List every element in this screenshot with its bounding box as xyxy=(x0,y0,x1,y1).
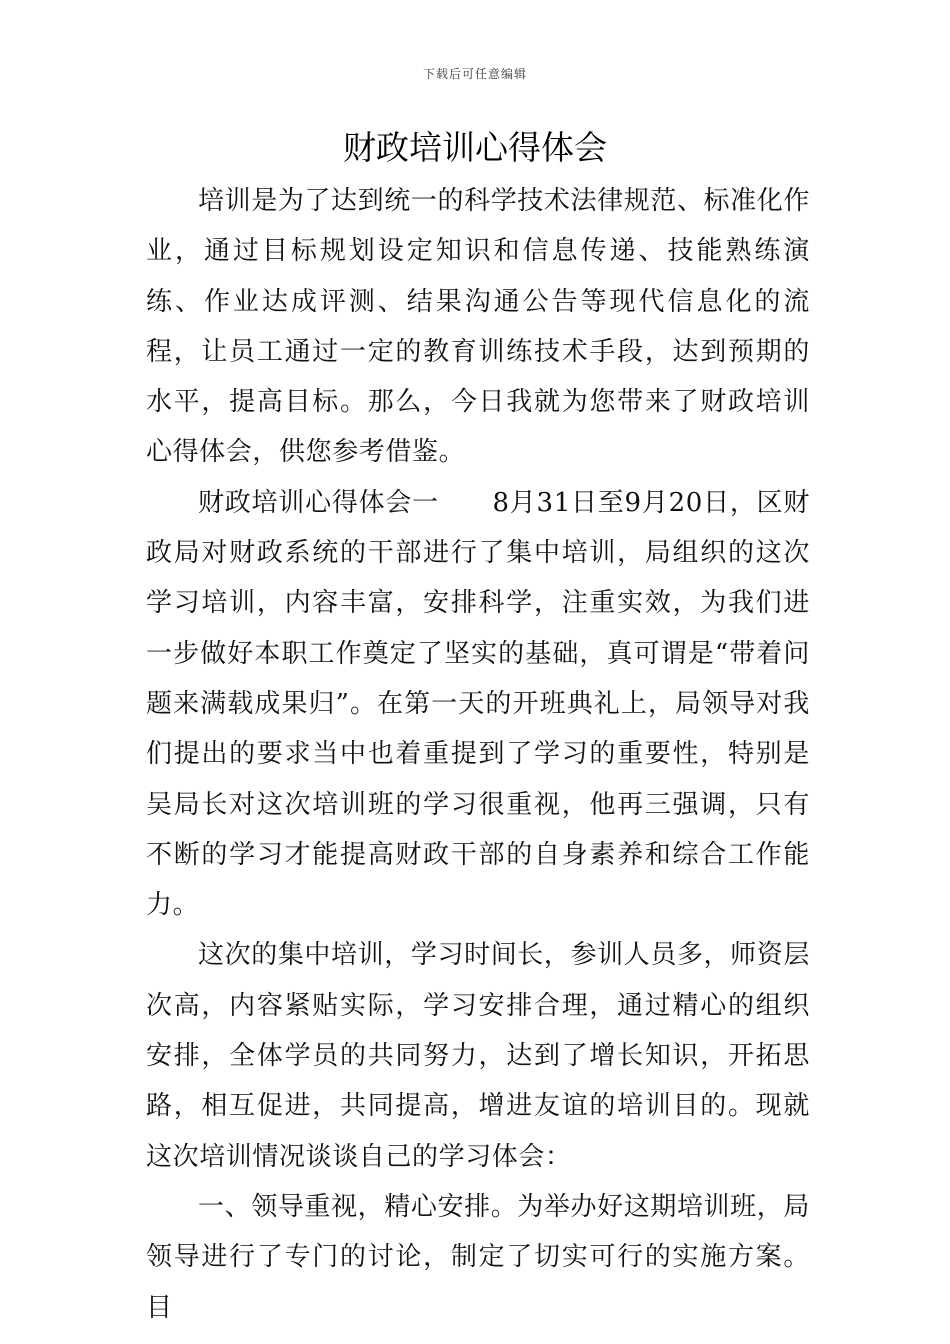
document-title: 财政培训心得体会 xyxy=(343,128,607,167)
paragraph-point-one: 一、领导重视，精心安排。为举办好这期培训班，局领导进行了专门的讨论，制定了切实可行的实施方案。目 xyxy=(146,1191,810,1323)
paragraph-intro: 培训是为了达到统一的科学技术法律规范、标准化作业，通过目标规划设定知识和信息传递、技能熟练演练、作业达成评测、结果沟通公告等现代信息化的流程，让员工通过一定的教育训练技术手段，达到预期的水平，提高目标。那么，今日我就为您带来了财政培训心得体会，供您参考借鉴。 xyxy=(146,186,810,468)
paragraph-section-one: 财政培训心得体会一 8月31日至9月20日，区财政局对财政系统的干部进行了集中培训，局组织的这次学习培训，内容丰富，安排科学，注重实效，为我们进一步做好本职工作奠定了坚实的基础，真可谓是“带着问题来满载成果归”。在第一天的开班典礼上，局领导对我们提出的要求当中也着重提到了学习的重要性，特别是吴局长对这次培训班的学习很重视，他再三强调，只有不断的学习才能提高财政干部的自身素养和综合工作能力。 xyxy=(146,487,810,921)
document-body xyxy=(146,176,810,1333)
header-note: 下载后可任意编辑 xyxy=(422,67,527,81)
paragraph-training-summary: 这次的集中培训，学习时间长，参训人员多，师资层次高，内容紧贴实际，学习安排合理，通过精心的组织安排，全体学员的共同努力，达到了增长知识，开拓思路，相互促进，共同提高，增进友谊的培训目的。现就这次培训情况谈谈自己的学习体会： xyxy=(146,940,810,1172)
